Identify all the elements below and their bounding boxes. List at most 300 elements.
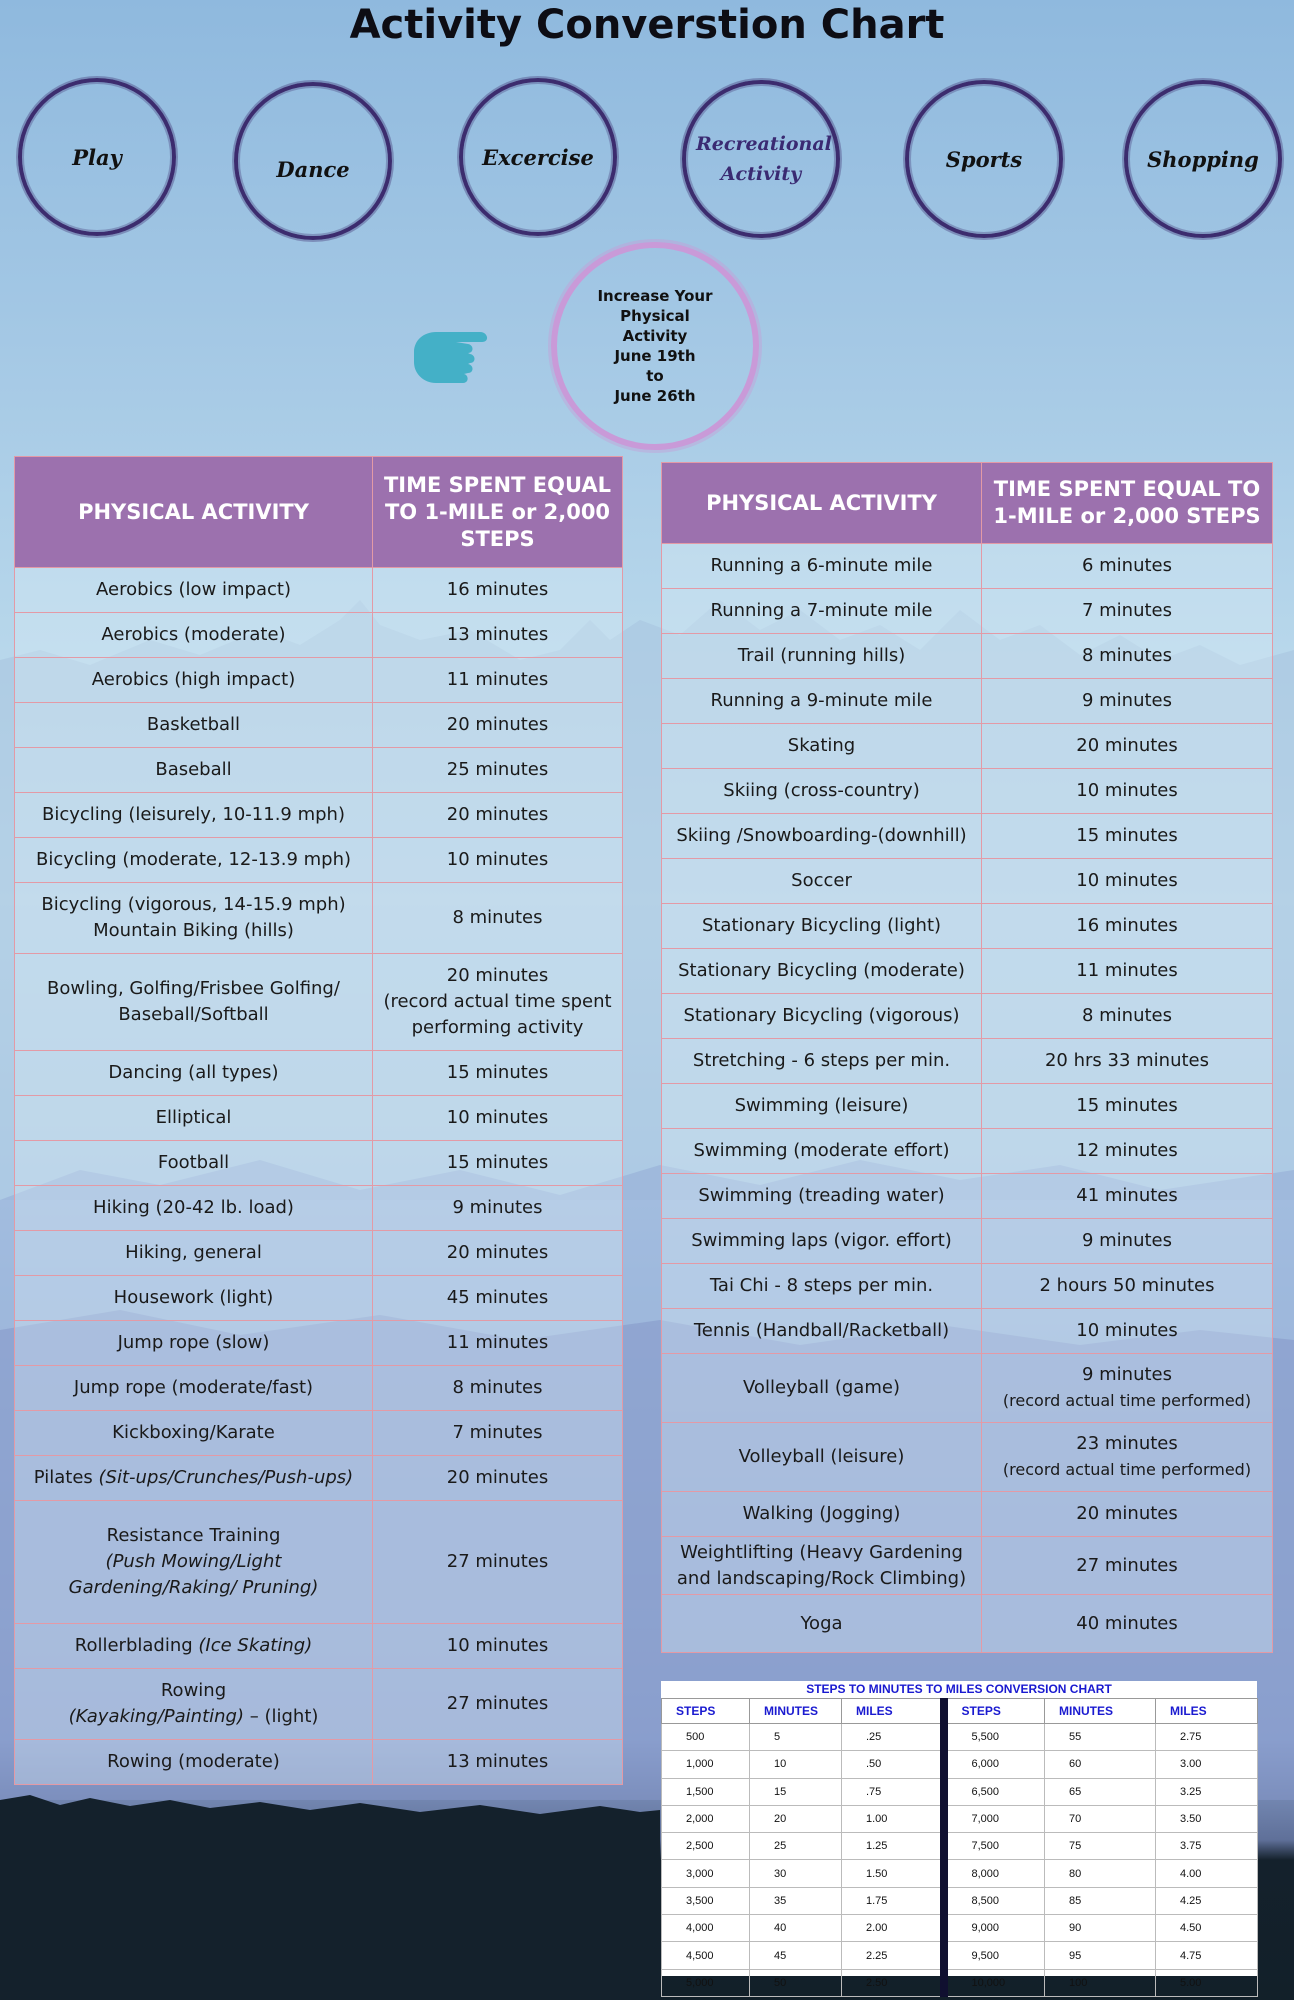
time-cell [373,1669,623,1740]
cell-text: Skiing /Snowboarding-(downhill) [676,825,967,846]
steps-cell: 1.25 [842,1833,944,1860]
cell-text: 40 minutes [1076,1612,1178,1634]
cell-text-italic: (Kayaking/Painting) [68,1706,245,1727]
time-cell [982,1264,1273,1309]
cell-text: Running a 6-minute mile [710,555,933,576]
steps-cell: 1.50 [842,1860,944,1887]
cell-text: Skating [787,735,856,756]
table-row [15,748,623,793]
steps-cell: 3,500 [662,1887,750,1914]
cell-text: Football [157,1152,230,1173]
cell-text: 45 minutes [446,1287,549,1308]
category-play: Play [18,78,176,236]
steps-cell: 4.00 [1156,1860,1258,1887]
cell-text: Aerobics (moderate) [101,624,286,645]
table-row [15,1740,623,1785]
steps-conversion-chart [661,1681,1257,1989]
cell-text: Walking (Jogging) [742,1503,901,1524]
time-cell [982,634,1273,679]
table-row [15,568,623,613]
table-row [662,1887,1258,1914]
time-cell [982,589,1273,634]
time-cell [373,1321,623,1366]
cell-text: Baseball/Softball [118,1004,269,1025]
time-cell [982,1174,1273,1219]
steps-cell: 7,500 [944,1833,1045,1860]
cell-text-italic: Gardening/Raking/ Pruning) [68,1577,319,1598]
time-cell [373,703,623,748]
cell-text: 2 hours 50 minutes [1039,1275,1215,1296]
table-row [662,1084,1273,1129]
time-cell [373,1096,623,1141]
cell-text: Housework (light) [113,1287,274,1308]
badge-line: to [646,367,664,385]
activity-cell [662,1174,982,1219]
cell-text: Bicycling (moderate, 12-13.9 mph) [35,849,352,870]
activity-cell [15,1624,373,1669]
cell-text: Aerobics (high impact) [91,669,296,690]
table-row [15,793,623,838]
time-cell [982,1129,1273,1174]
activity-cell [662,634,982,679]
steps-cell: 5 [750,1724,842,1751]
table-row [662,724,1273,769]
steps-cell: 95 [1045,1942,1156,1969]
cell-text: 25 minutes [446,759,549,780]
table-row [662,1595,1273,1653]
time-cell [373,883,623,954]
right-activity-table [661,462,1273,1653]
steps-cell: 1,500 [662,1778,750,1805]
page-title: Activity Converstion Chart [349,2,945,48]
table-row [15,954,623,1051]
time-cell [373,1141,623,1186]
cell-text: 7 minutes [452,1422,543,1443]
cell-text: Volleyball (game) [743,1377,900,1398]
activity-cell [662,724,982,769]
column-header-activity: PHYSICAL ACTIVITY [15,457,373,568]
table-row [15,1501,623,1624]
steps-chart-title: STEPS TO MINUTES TO MILES CONVERSION CHART [806,1682,1112,1696]
table-row [662,1942,1258,1969]
steps-cell: 80 [1045,1860,1156,1887]
table-row [15,658,623,703]
activity-cell [662,1039,982,1084]
cell-text: Kickboxing/Karate [112,1422,275,1443]
table-row [15,1366,623,1411]
steps-cell: 4,000 [662,1915,750,1942]
cell-text-italic: (Sit-ups/Crunches/Push-ups) [98,1467,354,1488]
minutes-header: MINUTES [750,1699,842,1724]
cell-text: Mountain Biking (hills) [93,920,294,941]
time-cell [982,949,1273,994]
cell-text: 20 minutes [446,714,549,735]
cell-text: 20 minutes [446,804,549,825]
cell-text: 10 minutes [446,1635,549,1656]
steps-cell: 6,500 [944,1778,1045,1805]
cell-text: Bicycling (leisurely, 10-11.9 mph) [41,804,345,825]
cell-text: 15 minutes [1076,1095,1178,1116]
cell-text: Jump rope (slow) [117,1332,270,1353]
activity-cell [15,1740,373,1785]
activity-cell [15,1501,373,1624]
cell-text: 10 minutes [446,1107,549,1128]
steps-cell: 2.75 [1156,1724,1258,1751]
cell-text: 16 minutes [446,579,549,600]
time-cell [982,1595,1273,1653]
steps-cell: 4,500 [662,1942,750,1969]
activity-cell [15,1669,373,1740]
left-activity-table [14,456,623,1785]
time-cell [373,658,623,703]
activity-cell [662,1219,982,1264]
activity-cell [662,679,982,724]
cell-text-italic: (Ice Skating) [198,1635,313,1656]
steps-cell: 4.75 [1156,1942,1258,1969]
steps-header: STEPS [662,1699,750,1724]
activity-cell [662,1264,982,1309]
activity-cell [15,838,373,883]
steps-cell: 85 [1045,1887,1156,1914]
cell-text: (record actual time performed) [1002,1460,1252,1479]
cell-text: Jump rope (moderate/fast) [73,1377,314,1398]
cell-text: 20 minutes [1076,735,1178,756]
cell-text: 7 minutes [1081,600,1173,621]
table-row [662,1778,1258,1805]
cell-text: 11 minutes [1076,960,1178,981]
cell-text: Stationary Bicycling (vigorous) [683,1005,960,1026]
activity-cell [662,1537,982,1595]
cell-text: Dancing (all types) [108,1062,279,1083]
time-cell [982,1084,1273,1129]
activity-cell [662,994,982,1039]
table-row [662,949,1273,994]
activity-cell [662,544,982,589]
table-row [15,613,623,658]
column-header-time: TIME SPENT EQUAL TO 1-MILE or 2,000 STEPS [373,457,623,568]
cell-text: Bicycling (vigorous, 14-15.9 mph) [41,894,346,915]
steps-cell: 3.25 [1156,1778,1258,1805]
steps-cell: 9,000 [944,1915,1045,1942]
activity-cell [15,703,373,748]
steps-cell: 1,000 [662,1751,750,1778]
steps-cell: 75 [1045,1833,1156,1860]
cell-text: 13 minutes [446,624,549,645]
activity-cell [662,1084,982,1129]
table-row [15,1276,623,1321]
badge-line: Increase Your [597,287,713,305]
cell-text: 12 minutes [1076,1140,1178,1161]
time-cell [373,613,623,658]
cell-text: Swimming (treading water) [698,1185,945,1206]
table-row [662,1423,1273,1492]
cell-text: 11 minutes [446,1332,549,1353]
table-row [662,634,1273,679]
activity-cell [662,1354,982,1423]
activity-cell [15,1366,373,1411]
cell-text: Elliptical [155,1107,232,1128]
activity-cell [15,658,373,703]
table-row [662,1219,1273,1264]
steps-cell: 65 [1045,1778,1156,1805]
steps-cell: 7,000 [944,1805,1045,1832]
activity-cell [15,1051,373,1096]
time-cell [373,1501,623,1624]
cell-text: Rowing [160,1680,227,1701]
table-row [15,1186,623,1231]
time-cell [982,679,1273,724]
cell-text: Resistance Training [106,1525,281,1546]
cell-text: 8 minutes [1081,1005,1173,1026]
time-cell [373,1740,623,1785]
activity-cell [662,769,982,814]
badge-line: Physical [620,307,690,325]
cell-text: performing activity [411,1017,584,1038]
table-row [662,1492,1273,1537]
steps-cell: 500 [662,1724,750,1751]
steps-cell: .75 [842,1778,944,1805]
cell-text: 20 minutes [446,965,549,986]
time-cell [982,1219,1273,1264]
column-header-time: TIME SPENT EQUAL TO 1-MILE or 2,000 STEPS [982,463,1273,544]
steps-cell: 100 [1045,1969,1156,1996]
table-row [662,1969,1258,1996]
cell-text: 20 minutes [446,1467,549,1488]
cell-text: 20 minutes [1076,1503,1178,1524]
table-row [15,1411,623,1456]
cell-text: 11 minutes [446,669,549,690]
time-cell [982,1423,1273,1492]
cell-text: 13 minutes [446,1751,549,1772]
table-row [662,1915,1258,1942]
time-cell [982,1537,1273,1595]
activity-cell [15,1321,373,1366]
time-cell [373,793,623,838]
table-row [662,1805,1258,1832]
cell-text: Running a 7-minute mile [710,600,933,621]
steps-cell: 3.00 [1156,1751,1258,1778]
activity-cell [15,954,373,1051]
cell-text: 41 minutes [1076,1185,1178,1206]
cell-text: 10 minutes [446,849,549,870]
cell-text: 9 minutes [1081,690,1173,711]
time-cell [373,838,623,883]
steps-cell: 45 [750,1942,842,1969]
table-row [662,1264,1273,1309]
activity-cell [662,1423,982,1492]
time-cell [982,1354,1273,1423]
activity-cell [15,1456,373,1501]
activity-cell [662,814,982,859]
steps-cell: 2.50 [842,1969,944,1996]
cell-text: Hiking, general [125,1242,262,1263]
activity-cell [662,1595,982,1653]
pointing-hand-icon [410,322,494,392]
cell-text: Volleyball (leisure) [738,1446,905,1467]
time-cell [982,1492,1273,1537]
activity-cell [15,748,373,793]
steps-cell: 40 [750,1915,842,1942]
steps-cell: 1.00 [842,1805,944,1832]
cell-text: Skiing (cross-country) [723,780,920,801]
activity-cell [662,859,982,904]
steps-cell: 8,500 [944,1887,1045,1914]
table-row [662,769,1273,814]
steps-cell: 30 [750,1860,842,1887]
steps-cell: 20 [750,1805,842,1832]
table-row [15,1624,623,1669]
steps-cell: 10,000 [944,1969,1045,1996]
time-cell [373,1456,623,1501]
steps-cell: 3.50 [1156,1805,1258,1832]
table-row [662,1751,1258,1778]
date-badge [551,242,759,450]
cell-text: Stretching - 6 steps per min. [692,1050,951,1071]
cell-text: 16 minutes [1076,915,1178,936]
activity-cell [662,904,982,949]
cell-text: Pilates [33,1467,99,1488]
table-row [662,994,1273,1039]
activity-cell [15,793,373,838]
table-row [15,838,623,883]
badge-line: June 19th [614,347,696,365]
category-recreational-activity: Recreational Activity [682,80,840,238]
cell-text: 10 minutes [1076,1320,1178,1341]
table-row [662,679,1273,724]
steps-cell: 8,000 [944,1860,1045,1887]
badge-line: June 26th [614,387,696,405]
time-cell [982,1309,1273,1354]
steps-cell: 3,000 [662,1860,750,1887]
steps-cell: 10 [750,1751,842,1778]
table-row [15,703,623,748]
cell-text: (record actual time spent [383,991,612,1012]
steps-cell: 50 [750,1969,842,1996]
steps-cell: .25 [842,1724,944,1751]
time-cell [373,1624,623,1669]
cell-text: 10 minutes [1076,870,1178,891]
cell-text: 8 minutes [452,1377,543,1398]
time-cell [982,769,1273,814]
table-row [662,1537,1273,1595]
cell-text: Swimming (leisure) [734,1095,909,1116]
steps-cell: .50 [842,1751,944,1778]
steps-cell: 1.75 [842,1887,944,1914]
steps-cell: 6,000 [944,1751,1045,1778]
table-row [662,1724,1258,1751]
cell-text: 23 minutes [1076,1433,1178,1454]
cell-text: 6 minutes [1081,555,1173,576]
cell-text: Rollerblading [74,1635,199,1656]
cell-text: 27 minutes [446,1693,549,1714]
cell-text: – (light) [244,1706,319,1727]
time-cell [982,859,1273,904]
cell-text: Swimming laps (vigor. effort) [691,1230,952,1251]
steps-cell: 15 [750,1778,842,1805]
column-header-activity: PHYSICAL ACTIVITY [662,463,982,544]
cell-text: 20 hrs 33 minutes [1044,1050,1210,1071]
cell-text: Soccer [791,870,852,891]
table-row [662,1309,1273,1354]
time-cell [373,1231,623,1276]
steps-cell: 5,000 [662,1969,750,1996]
cell-text: Basketball [146,714,241,735]
cell-text: 9 minutes [452,1197,543,1218]
cell-text: Weightlifting (Heavy Gardening [680,1541,963,1563]
cell-text: Tennis (Handball/Racketball) [693,1320,950,1341]
cell-text: Baseball [155,759,232,780]
activity-cell [662,1129,982,1174]
table-row [662,544,1273,589]
time-cell [373,1186,623,1231]
cell-text: 15 minutes [446,1152,549,1173]
activity-cell [662,589,982,634]
steps-cell: 2.25 [842,1942,944,1969]
table-row [662,1860,1258,1887]
cell-text: 9 minutes [1081,1364,1173,1385]
steps-cell: 2.00 [842,1915,944,1942]
activity-cell [15,1186,373,1231]
miles-header: MILES [1156,1699,1258,1724]
category-excercise: Excercise [459,78,617,236]
activity-cell [15,1231,373,1276]
time-cell [373,1051,623,1096]
table-row [662,1833,1258,1860]
minutes-header: MINUTES [1045,1699,1156,1724]
steps-cell: 5,500 [944,1724,1045,1751]
table-row [662,1039,1273,1084]
table-row [662,859,1273,904]
table-row [15,1321,623,1366]
steps-cell: 25 [750,1833,842,1860]
table-row [15,1231,623,1276]
time-cell [373,1276,623,1321]
cell-text: Hiking (20-42 lb. load) [93,1197,294,1218]
table-row [15,1051,623,1096]
table-row [15,1669,623,1740]
steps-header: STEPS [944,1699,1045,1724]
table-row [662,814,1273,859]
steps-cell: 2,000 [662,1805,750,1832]
time-cell [982,1039,1273,1084]
time-cell [373,748,623,793]
cell-text: 15 minutes [446,1062,549,1083]
activity-cell [15,1096,373,1141]
cell-text: Trail (running hills) [737,645,906,666]
time-cell [373,1411,623,1456]
time-cell [982,814,1273,859]
time-cell [373,568,623,613]
table-row [662,904,1273,949]
table-row [662,1174,1273,1219]
table-row [15,1456,623,1501]
table-row [662,1354,1273,1423]
category-dance: Dance [234,82,392,240]
steps-cell: 3.75 [1156,1833,1258,1860]
steps-cell: 4.50 [1156,1915,1258,1942]
cell-text: Stationary Bicycling (moderate) [678,960,965,981]
steps-cell: 60 [1045,1751,1156,1778]
time-cell [982,724,1273,769]
cell-text: Tai Chi - 8 steps per min. [709,1275,934,1296]
steps-cell: 9,500 [944,1942,1045,1969]
steps-cell: 55 [1045,1724,1156,1751]
steps-cell: 5.00 [1156,1969,1258,1996]
time-cell [982,904,1273,949]
table-row [15,1096,623,1141]
category-shopping: Shopping [1124,80,1282,238]
cell-text: Aerobics (low impact) [96,579,291,600]
